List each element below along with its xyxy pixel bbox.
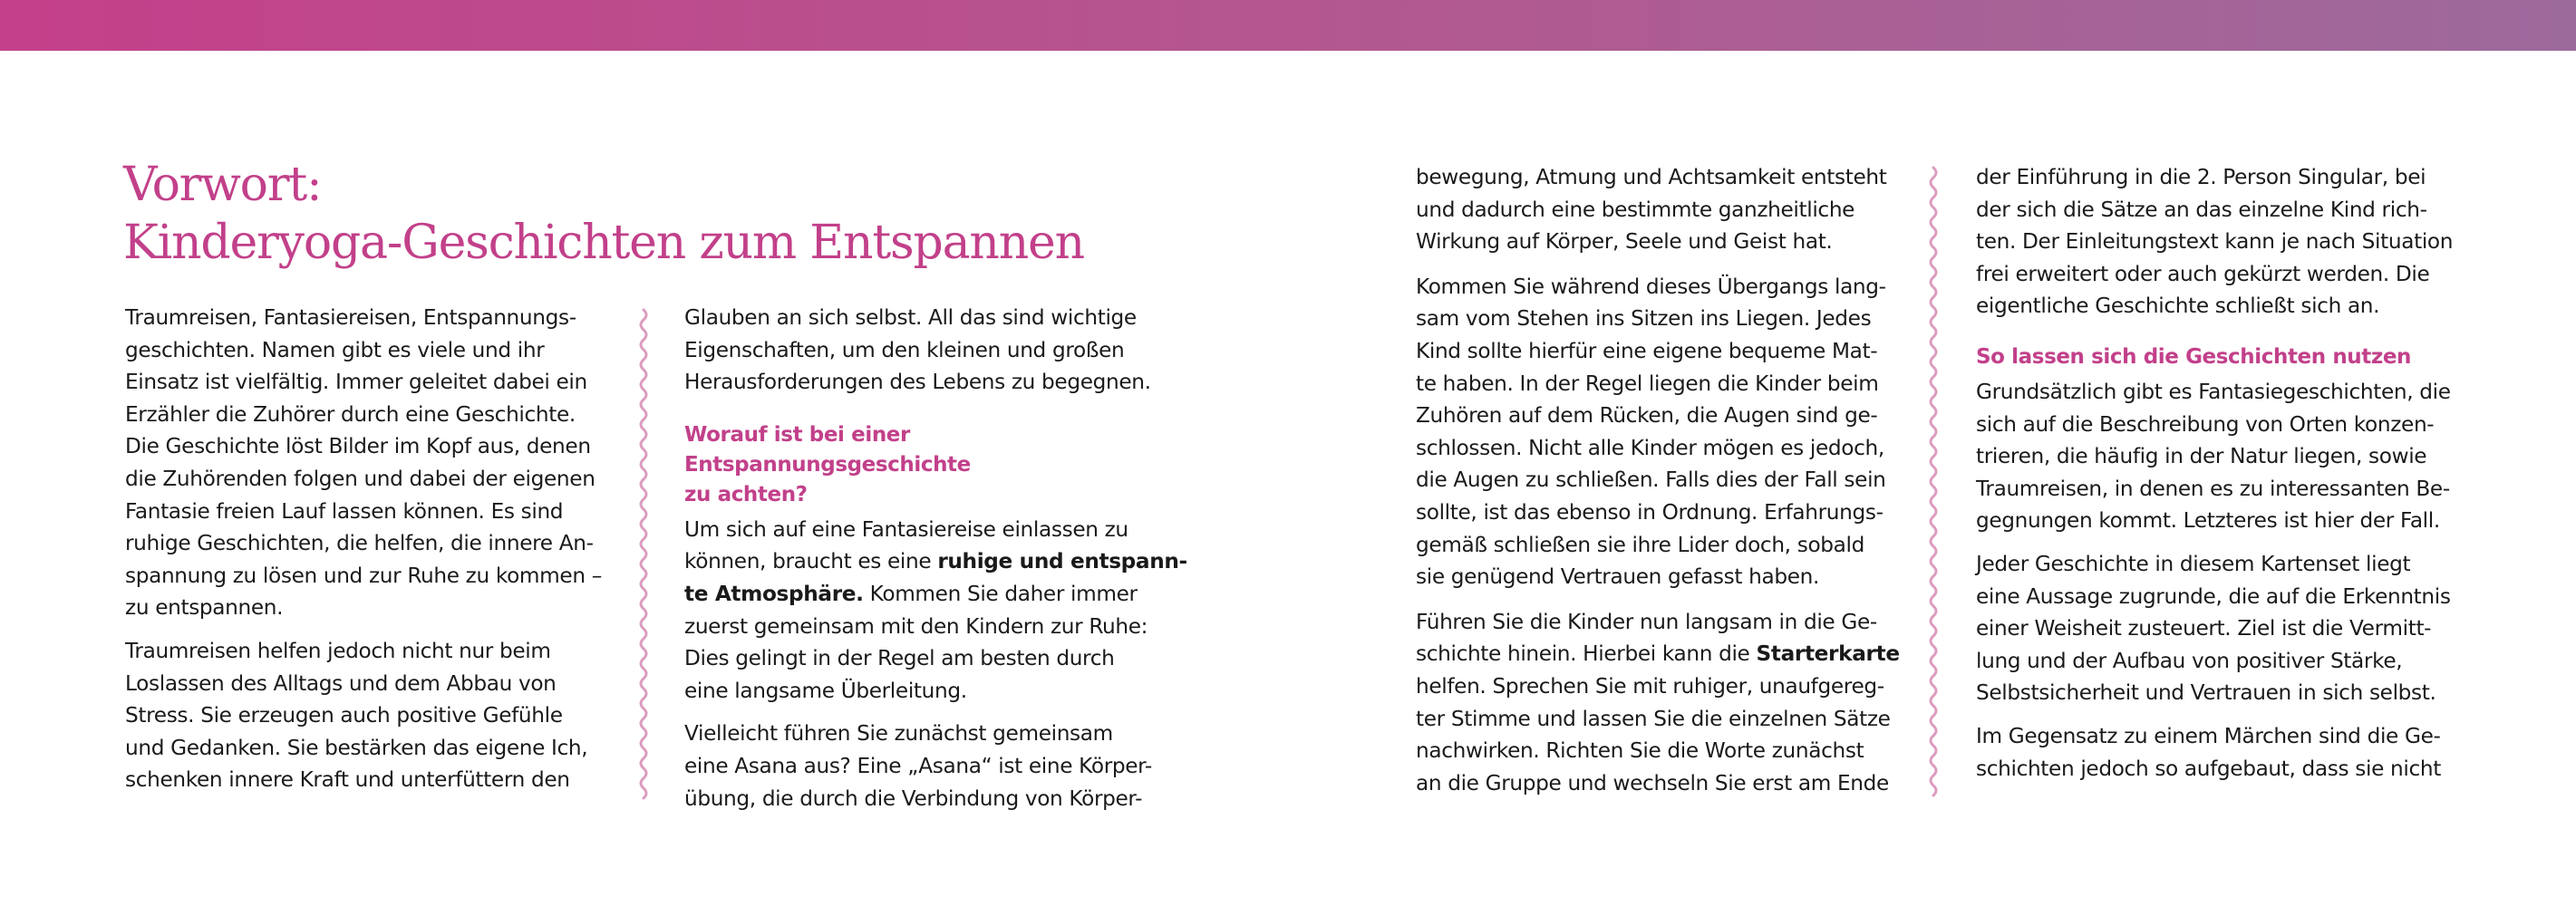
text-line: und dadurch eine bestimmte ganzheitliche (1416, 197, 1855, 222)
bold-emphasis: ruhige und entspann- (937, 549, 1187, 574)
paragraph-introduction-text (1976, 161, 2479, 323)
text-line (684, 545, 1187, 578)
text-line: an die Gruppe und wechseln Sie erst am Ende (1416, 770, 1889, 795)
text-fragment: schichte hinein. Hierbei kann die (1416, 641, 1757, 667)
text-line: geschichten. Namen gibt es viele und ihr (125, 337, 545, 362)
text-line: Traumreisen, in denen es zu interessanten Be- (1976, 476, 2450, 501)
header-gradient-bar (0, 0, 2576, 51)
text-line: Zuhören auf dem Rücken, die Augen sind ge- (1416, 403, 1878, 429)
text-line: gemäß schließen sie ihre Lider doch, sobald (1416, 532, 1864, 557)
text-line: die Augen zu schließen. Falls dies der Fall sein (1416, 467, 1886, 493)
text-line: frei erweitert oder auch gekürzt werden. Die (1976, 261, 2430, 286)
heading-line: Worauf ist bei einer Entspannungsgeschichte (684, 422, 971, 477)
text-line: nachwirken. Richten Sie die Worte zunächst (1416, 738, 1864, 764)
paragraph-asana-continued (1416, 161, 1919, 258)
section-heading-nutzen (1976, 342, 2479, 372)
text-fragment: können, braucht es eine (684, 549, 938, 574)
text-line: Wirkung auf Körper, Seele und Geist hat. (1416, 229, 1833, 255)
text-line: Traumreisen, Fantasiereisen, Entspannungs- (125, 305, 576, 330)
text-line: Kind sollte hierfür eine eigene bequeme Mat- (1416, 338, 1878, 363)
text-line: eigentliche Geschichte schließt sich an. (1976, 294, 2380, 319)
text-line: spannung zu lösen und zur Ruhe zu kommen – (125, 563, 602, 588)
text-line (1416, 638, 1919, 670)
text-line: ten. Der Einleitungstext kann je nach Situation (1976, 229, 2454, 255)
text-line: Erzähler die Zuhörer durch eine Geschichte. (125, 401, 576, 427)
text-line: schichten jedoch so aufgebaut, dass sie nicht (1976, 756, 2441, 781)
section-heading-worauf (684, 420, 1187, 510)
page-title-line1: Vorwort: (123, 158, 322, 212)
text-line: Kommen Sie während dieses Übergangs lang- (1416, 274, 1886, 299)
text-line: eine Asana aus? Eine „Asana“ ist eine Körper- (684, 753, 1152, 778)
paragraph-intro (125, 302, 628, 624)
text-line: gegnungen kommt. Letzteres ist hier der Fall. (1976, 508, 2440, 534)
text-line: und Gedanken. Sie bestärken das eigene Ich, (125, 735, 588, 760)
bold-emphasis: te Atmosphäre. (684, 581, 864, 606)
text-line: der Einführung in die 2. Person Singular, bei (1976, 165, 2426, 189)
text-column-3 (1416, 161, 1919, 810)
text-line (684, 578, 1187, 611)
text-line: Im Gegensatz zu einem Märchen sind die Ge- (1976, 723, 2441, 748)
page-title (123, 156, 1084, 272)
text-line: eine Aussage zugrunde, die auf die Erkenntnis (1976, 583, 2451, 609)
text-line: eine langsame Überleitung. (684, 678, 967, 703)
text-line: einer Weisheit zusteuert. Ziel ist die Vermitt- (1976, 616, 2432, 641)
text-line: te haben. In der Regel liegen die Kinder beim (1416, 371, 1879, 396)
text-line: lung und der Aufbau von positiver Stärke, (1976, 648, 2403, 673)
text-column-2 (684, 302, 1187, 825)
heading-line: So lassen sich die Geschichten nutzen (1976, 344, 2412, 369)
text-line: Glauben an sich selbst. All das sind wichtige (684, 305, 1137, 330)
text-line: Herausforderungen des Lebens zu begegnen. (684, 370, 1151, 395)
text-line: ruhige Geschichten, die helfen, die innere An- (125, 531, 594, 556)
text-line: Loslassen des Alltags und dem Abbau von (125, 670, 557, 696)
page-title-line2: Kinderyoga-Geschichten zum Entspannen (123, 216, 1084, 270)
wavy-divider-1 (634, 308, 653, 805)
heading-line: zu achten? (684, 482, 808, 506)
wavy-divider-2 (1924, 166, 1942, 805)
paragraph-wisdom (1976, 548, 2479, 709)
text-line: Die Geschichte löst Bilder im Kopf aus, denen (125, 434, 591, 459)
text-line: bewegung, Atmung und Achtsamkeit entsteht (1416, 165, 1887, 189)
paragraph-fairytale-contrast (1976, 720, 2479, 785)
text-line: übung, die durch die Verbindung von Körper- (684, 786, 1143, 811)
text-line: Dies gelingt in der Regel am besten durch (684, 646, 1115, 671)
text-line: Selbstsicherheit und Vertrauen in sich selbst. (1976, 680, 2436, 706)
text-line: zuerst gemeinsam mit den Kindern zur Ruhe: (684, 613, 1148, 639)
text-column-4 (1976, 161, 2479, 795)
text-line: schlossen. Nicht alle Kinder mögen es jedoch, (1416, 435, 1884, 460)
paragraph-story-types (1976, 376, 2479, 537)
paragraph-continuation (684, 302, 1187, 399)
text-line: Grundsätzlich gibt es Fantasiegeschichten, die (1976, 379, 2451, 404)
paragraph-asana (684, 718, 1187, 814)
text-fragment: Kommen Sie daher immer (863, 581, 1138, 606)
text-line: Traumreisen helfen jedoch nicht nur beim (125, 638, 551, 663)
text-line: die Zuhörenden folgen und dabei der eigenen (125, 466, 596, 491)
text-line: helfen. Sprechen Sie mit ruhiger, unaufgereg- (1416, 673, 1884, 699)
paragraph-atmosphere (684, 514, 1187, 708)
text-line: Jeder Geschichte in diesem Kartenset liegt (1976, 551, 2411, 576)
text-line: sie genügend Vertrauen gefasst haben. (1416, 564, 1820, 590)
text-line: Vielleicht führen Sie zunächst gemeinsam (684, 721, 1113, 747)
text-line: Um sich auf eine Fantasiereise einlassen zu (684, 516, 1128, 542)
text-line: sam vom Stehen ins Sitzen ins Liegen. Jedes (1416, 306, 1872, 332)
text-line: Fantasie freien Lauf lassen können. Es sind (125, 498, 564, 524)
text-column-1 (125, 302, 628, 807)
paragraph-transition (1416, 271, 1919, 593)
text-line: sich auf die Beschreibung von Orten konzen- (1976, 411, 2435, 437)
text-line: Stress. Sie erzeugen auch positive Gefühle (125, 703, 563, 728)
text-line: ter Stimme und lassen Sie die einzelnen Sätze (1416, 706, 1891, 731)
text-line: der sich die Sätze an das einzelne Kind rich- (1976, 197, 2427, 222)
text-line: trieren, die häufig in der Natur liegen, sowie (1976, 444, 2427, 469)
text-line: Einsatz ist vielfältig. Immer geleitet dabei ein (125, 370, 587, 395)
bold-emphasis: Starterkarte (1756, 641, 1900, 667)
text-line: Führen Sie die Kinder nun langsam in die Ge- (1416, 609, 1877, 634)
text-line: Eigenschaften, um den kleinen und großen (684, 337, 1125, 362)
text-line: zu entspannen. (125, 595, 284, 621)
paragraph-benefits (125, 635, 628, 796)
text-line: schenken innere Kraft und unterfüttern den (125, 767, 570, 793)
paragraph-guiding (1416, 606, 1919, 800)
text-line: sollte, ist das ebenso in Ordnung. Erfahrungs- (1416, 499, 1884, 525)
